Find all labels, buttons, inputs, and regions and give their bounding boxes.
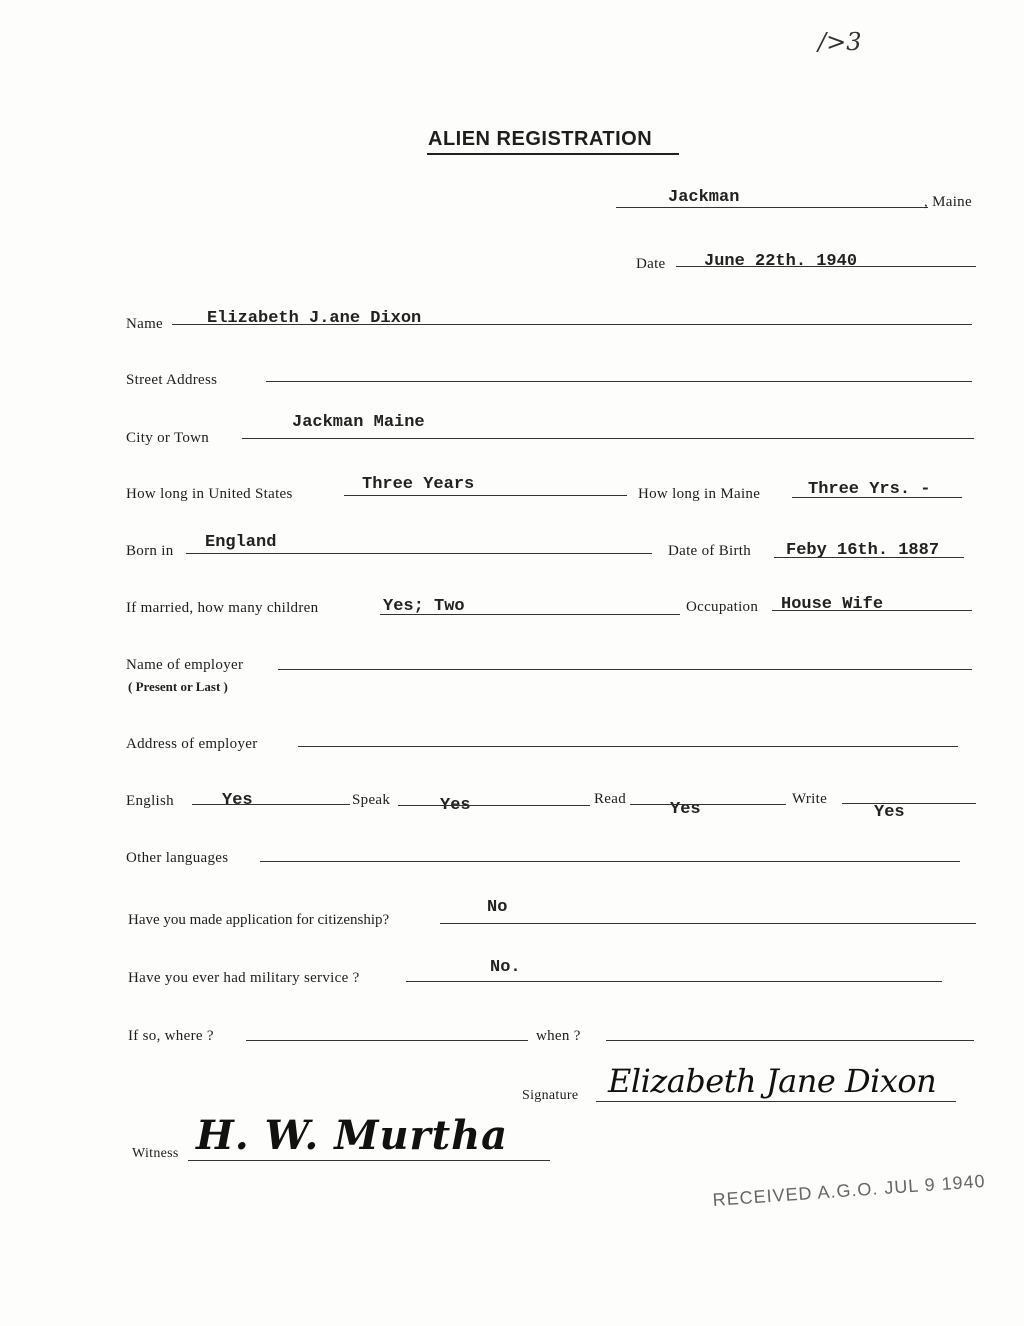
witness-value: H. W. Murtha — [196, 1112, 509, 1159]
city-line — [242, 438, 974, 439]
other-languages-line — [260, 861, 960, 862]
if-so-where-line — [246, 1040, 528, 1041]
how-long-maine-line — [792, 497, 962, 498]
name-label: Name — [126, 316, 164, 332]
date-line — [676, 266, 976, 267]
military-label: Have you ever had military service ? — [128, 970, 360, 986]
how-long-us-label: How long in United States — [126, 486, 293, 502]
witness-label: Witness — [132, 1146, 179, 1161]
employer-label: Name of employer — [126, 657, 244, 673]
other-languages-label: Other languages — [126, 850, 229, 866]
date-of-birth-label: Date of Birth — [668, 543, 752, 559]
state-label: , Maine — [924, 194, 972, 210]
location-value: Jackman — [668, 188, 740, 207]
date-of-birth-line — [774, 557, 964, 558]
english-line — [192, 804, 350, 805]
born-in-value: England — [205, 533, 277, 552]
date-of-birth-value: Feby 16th. 1887 — [786, 541, 940, 560]
signature-line — [596, 1101, 956, 1102]
employer-line — [278, 669, 972, 670]
street-address-label: Street Address — [126, 372, 218, 388]
read-value: Yes — [670, 800, 701, 819]
write-label: Write — [792, 791, 828, 807]
born-in-label: Born in — [126, 543, 174, 559]
employer-address-label: Address of employer — [126, 736, 258, 752]
children-label: If married, how many children — [126, 600, 319, 616]
military-value: No. — [490, 958, 521, 977]
when-line — [606, 1040, 974, 1041]
date-value: June 22th. 1940 — [704, 252, 858, 271]
citizenship-value: No — [487, 898, 508, 917]
occupation-line — [772, 610, 972, 611]
born-in-line — [186, 553, 652, 554]
signature-value: Elizabeth Jane Dixon — [608, 1062, 937, 1100]
english-label: English — [126, 793, 174, 809]
how-long-us-line — [344, 495, 627, 496]
page-number: />3 — [818, 28, 862, 56]
street-address-line — [266, 381, 972, 382]
how-long-maine-label: How long in Maine — [638, 486, 761, 502]
name-value: Elizabeth J.ane Dixon — [207, 309, 422, 328]
english-value: Yes — [222, 791, 253, 810]
write-line — [842, 803, 976, 804]
page-title: ALIEN REGISTRATION — [428, 128, 653, 150]
received-stamp: RECEIVED A.G.O. JUL 9 1940 — [712, 1170, 987, 1210]
children-value: Yes; Two — [383, 597, 465, 616]
when-label: when ? — [536, 1028, 581, 1044]
date-label: Date — [636, 256, 666, 272]
name-line — [172, 324, 972, 325]
speak-line — [398, 805, 590, 806]
read-line — [630, 804, 786, 805]
employer-sublabel: ( Present or Last ) — [128, 679, 228, 694]
write-value: Yes — [874, 803, 905, 822]
if-so-where-label: If so, where ? — [128, 1028, 214, 1044]
military-line — [406, 981, 942, 982]
employer-address-line — [298, 746, 958, 747]
how-long-maine-value: Three Yrs. - — [808, 480, 931, 499]
city-label: City or Town — [126, 430, 210, 446]
speak-label: Speak — [352, 792, 391, 808]
witness-line — [188, 1160, 550, 1161]
children-line — [380, 614, 680, 615]
citizenship-label: Have you made application for citizenship? — [128, 912, 390, 928]
occupation-label: Occupation — [686, 599, 759, 615]
citizenship-line — [440, 923, 976, 924]
occupation-value: House Wife — [781, 595, 884, 614]
read-label: Read — [594, 791, 627, 807]
signature-label: Signature — [522, 1088, 579, 1103]
how-long-us-value: Three Years — [362, 475, 475, 494]
location-line — [616, 207, 928, 208]
speak-value: Yes — [440, 796, 471, 815]
title-underline — [427, 153, 679, 155]
city-value: Jackman Maine — [292, 413, 425, 432]
